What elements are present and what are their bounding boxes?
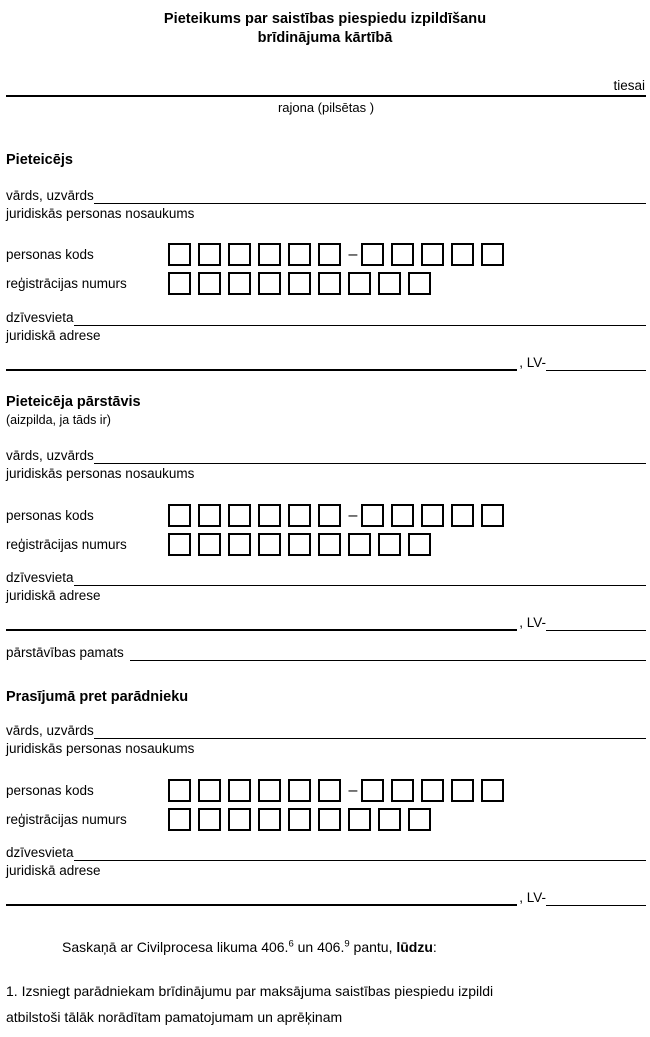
representative-zip-input[interactable]: [546, 618, 646, 631]
code-box[interactable]: [481, 779, 504, 802]
applicant-name-row: [6, 188, 646, 204]
debtor-registration-number-boxes[interactable]: [168, 808, 438, 831]
code-box[interactable]: [348, 533, 371, 556]
representative-residence-label: dzīvesvieta: [6, 570, 74, 585]
applicant-name-input[interactable]: [94, 190, 646, 204]
applicant-registration-number-row: [6, 269, 646, 298]
debtor-personal-code-boxes[interactable]: [168, 779, 511, 802]
code-box[interactable]: [361, 779, 384, 802]
code-box[interactable]: [318, 243, 341, 266]
law-reference-after: pantu,: [349, 939, 397, 955]
code-box[interactable]: [408, 533, 431, 556]
debtor-personal-code-row: [6, 776, 646, 805]
code-box[interactable]: [391, 504, 414, 527]
code-box[interactable]: [258, 272, 281, 295]
applicant-residence-input[interactable]: [74, 312, 646, 326]
representative-address-input[interactable]: [6, 617, 517, 631]
code-box[interactable]: [348, 272, 371, 295]
debtor-registration-number-row: [6, 805, 646, 834]
code-box[interactable]: [198, 779, 221, 802]
code-box[interactable]: [198, 504, 221, 527]
code-box[interactable]: [318, 504, 341, 527]
representative-registration-number-label: reģistrācijas numurs: [6, 536, 127, 552]
code-box[interactable]: [198, 272, 221, 295]
code-box[interactable]: [288, 504, 311, 527]
representative-codes-block: [6, 501, 646, 559]
debtor-residence-input[interactable]: [74, 847, 646, 861]
code-box[interactable]: [228, 243, 251, 266]
court-addressee-block: [6, 78, 646, 116]
section-heading-representative: Pieteicēja pārstāvis: [6, 394, 141, 410]
code-box[interactable]: [258, 533, 281, 556]
code-box[interactable]: [361, 243, 384, 266]
applicant-address-block: [6, 310, 646, 371]
code-box[interactable]: [451, 243, 474, 266]
code-box[interactable]: [258, 243, 281, 266]
code-box[interactable]: [481, 243, 504, 266]
representative-address-second-row: [6, 615, 646, 631]
request-item-1-line-1: 1. Izsniegt parādniekam brīdinājumu par maksājuma saistības piespiedu izpildi: [6, 983, 494, 999]
request-item-1-line-2: atbilstoši tālāk norādītam pamatojumam un aprēķinam: [6, 1009, 343, 1025]
debtor-zip-input[interactable]: [546, 893, 646, 906]
debtor-address-block: [6, 845, 646, 906]
code-separator-dash: –: [348, 781, 358, 799]
law-reference-superscript-2: 9: [344, 938, 350, 950]
applicant-name-block: [6, 188, 646, 222]
representative-legal-name-label: juridiskās personas nosaukums: [6, 466, 195, 481]
code-box[interactable]: [228, 533, 251, 556]
code-box[interactable]: [288, 779, 311, 802]
law-reference-prefix: Saskaņā ar Civilprocesa likuma 406.: [62, 939, 289, 955]
debtor-codes-block: [6, 776, 646, 834]
code-box[interactable]: [228, 808, 251, 831]
code-box[interactable]: [288, 272, 311, 295]
code-box[interactable]: [168, 808, 191, 831]
page-title-line-1: Pieteikums par saistības piespiedu izpildīšanu: [163, 11, 487, 27]
code-box[interactable]: [378, 808, 401, 831]
debtor-address-second-row: [6, 890, 646, 906]
applicant-registration-number-label: reģistrācijas numurs: [6, 275, 127, 291]
code-box[interactable]: [228, 779, 251, 802]
code-box[interactable]: [228, 272, 251, 295]
law-reference-middle: un 406.: [293, 939, 345, 955]
code-box[interactable]: [198, 533, 221, 556]
debtor-legal-address-label: juridiskā adrese: [6, 863, 101, 878]
code-box[interactable]: [288, 533, 311, 556]
court-caption: rajona (pilsētas ): [277, 100, 375, 115]
representative-name-label: vārds, uzvārds: [6, 448, 94, 463]
debtor-registration-number-label: reģistrācijas numurs: [6, 811, 127, 827]
representative-legal-address-label: juridiskā adrese: [6, 588, 101, 603]
code-box[interactable]: [198, 808, 221, 831]
debtor-legal-name-label: juridiskās personas nosaukums: [6, 741, 195, 756]
code-box[interactable]: [258, 808, 281, 831]
code-box[interactable]: [451, 779, 474, 802]
law-reference-line: [6, 938, 646, 957]
representative-personal-code-row: [6, 501, 646, 530]
representation-basis-label: pārstāvības pamats: [6, 645, 124, 660]
code-box[interactable]: [288, 243, 311, 266]
applicant-codes-block: [6, 240, 646, 298]
code-separator-dash: –: [348, 506, 358, 524]
applicant-personal-code-row: [6, 240, 646, 269]
code-box[interactable]: [378, 533, 401, 556]
representative-name-block: [6, 448, 646, 482]
court-addressee-label: tiesai: [613, 78, 645, 93]
code-box[interactable]: [481, 504, 504, 527]
law-reference-colon: :: [432, 939, 437, 955]
code-box[interactable]: [318, 808, 341, 831]
debtor-name-block: [6, 723, 646, 757]
code-box[interactable]: [421, 243, 444, 266]
code-box[interactable]: [228, 504, 251, 527]
applicant-zip-prefix: , LV-: [519, 355, 546, 370]
representative-personal-code-label: personas kods: [6, 507, 94, 523]
applicant-address-input[interactable]: [6, 357, 517, 371]
applicant-residence-label: dzīvesvieta: [6, 310, 74, 325]
representative-address-block: [6, 570, 646, 631]
debtor-personal-code-label: personas kods: [6, 782, 94, 798]
code-box[interactable]: [408, 808, 431, 831]
applicant-residence-row: [6, 310, 646, 326]
debtor-address-input[interactable]: [6, 892, 517, 906]
code-box[interactable]: [318, 533, 341, 556]
code-box[interactable]: [348, 808, 371, 831]
code-box[interactable]: [408, 272, 431, 295]
request-item-1: [6, 978, 646, 1030]
code-box[interactable]: [361, 504, 384, 527]
representative-zip-prefix: , LV-: [519, 615, 546, 630]
code-box[interactable]: [258, 504, 281, 527]
applicant-legal-name-label: juridiskās personas nosaukums: [6, 206, 195, 221]
debtor-name-input[interactable]: [94, 725, 646, 739]
applicant-name-label: vārds, uzvārds: [6, 188, 94, 203]
representative-name-row: [6, 448, 646, 464]
representative-residence-row: [6, 570, 646, 586]
debtor-name-row: [6, 723, 646, 739]
debtor-name-label: vārds, uzvārds: [6, 723, 94, 738]
code-box[interactable]: [168, 272, 191, 295]
debtor-residence-row: [6, 845, 646, 861]
code-separator-dash: –: [348, 245, 358, 263]
page-title: [0, 10, 650, 48]
representative-residence-input[interactable]: [74, 572, 646, 586]
page-title-line-2: brīdinājuma kārtībā: [257, 30, 393, 46]
applicant-personal-code-boxes[interactable]: [168, 243, 511, 266]
section-heading-applicant: Pieteicējs: [6, 152, 73, 168]
code-box[interactable]: [421, 779, 444, 802]
code-box[interactable]: [288, 808, 311, 831]
code-box[interactable]: [168, 533, 191, 556]
applicant-personal-code-label: personas kods: [6, 246, 94, 262]
code-box[interactable]: [318, 779, 341, 802]
representation-basis-input[interactable]: [130, 647, 646, 661]
representation-basis-row: [6, 645, 646, 661]
applicant-registration-number-boxes[interactable]: [168, 272, 438, 295]
representative-personal-code-boxes[interactable]: [168, 504, 511, 527]
law-reference-request-word: lūdzu: [396, 939, 433, 955]
representative-registration-number-row: [6, 530, 646, 559]
representative-registration-number-boxes[interactable]: [168, 533, 438, 556]
code-box[interactable]: [198, 243, 221, 266]
code-box[interactable]: [168, 243, 191, 266]
code-box[interactable]: [391, 779, 414, 802]
code-box[interactable]: [168, 779, 191, 802]
debtor-residence-label: dzīvesvieta: [6, 845, 74, 860]
applicant-address-second-row: [6, 355, 646, 371]
representative-name-input[interactable]: [94, 450, 646, 464]
code-box[interactable]: [421, 504, 444, 527]
code-box[interactable]: [168, 504, 191, 527]
code-box[interactable]: [258, 779, 281, 802]
debtor-zip-prefix: , LV-: [519, 890, 546, 905]
code-box[interactable]: [451, 504, 474, 527]
section-heading-claim: Prasījumā pret parādnieku: [6, 689, 189, 705]
law-reference-superscript-1: 6: [288, 938, 294, 950]
applicant-zip-input[interactable]: [546, 358, 646, 371]
code-box[interactable]: [391, 243, 414, 266]
code-box[interactable]: [378, 272, 401, 295]
section-subheading-representative: (aizpilda, ja tāds ir): [6, 413, 111, 427]
code-box[interactable]: [318, 272, 341, 295]
applicant-legal-address-label: juridiskā adrese: [6, 328, 101, 343]
